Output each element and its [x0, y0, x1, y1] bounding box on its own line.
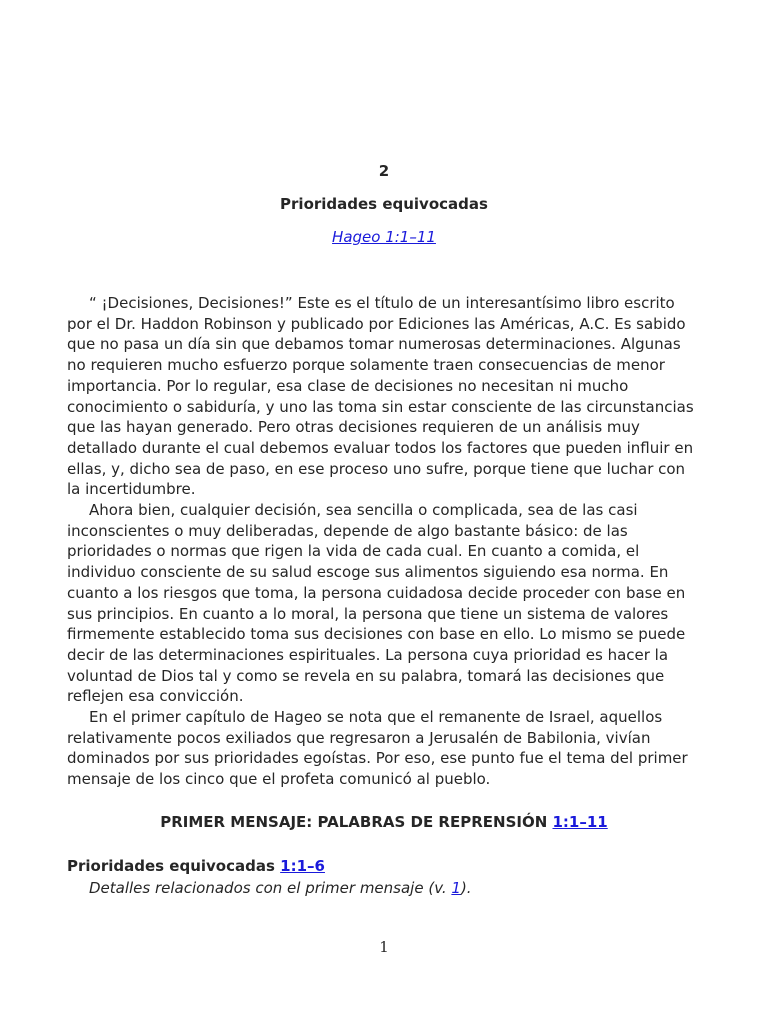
subsection-note-text: Detalles relacionados con el primer mensaje (v.: [89, 879, 452, 897]
subsection-title-text: Prioridades equivocadas: [67, 857, 275, 875]
verse-link[interactable]: 1: [451, 879, 461, 897]
scripture-reference-row: [0, 228, 768, 246]
subsection-title-link[interactable]: 1:1–6: [280, 857, 325, 875]
section-heading-link[interactable]: 1:1–11: [552, 813, 608, 831]
paragraph-3: En el primer capítulo de Hageo se nota que el remanente de Israel, aquellos relativamente pocos exiliados que regresaron a Jerusalén de Babilonia, vivían dominados por sus prioridades egoístas. Por eso, ese punto fue el tema del primer mensaje de los cinco que el profeta comunicó al pueblo.: [67, 708, 688, 789]
paragraph-1: “ ¡Decisiones, Decisiones!” Este es el título de un interesantísimo libro escrito por el Dr. Haddon Robinson y publicado por Ediciones las Américas, A.C. Es sabido que no pasa un día sin que debamos tomar numerosas determinaciones. Algunas no requieren mucho esfuerzo porque solamente traen consecuencias de menor importancia. Por lo regular, esa clase de decisiones no necesitan ni mucho conocimiento o sabiduría, y uno las toma sin estar consciente de las circunstancias que las hayan generado. Pero otras decisiones requieren de un análisis muy detallado durante el cual debemos evaluar todos los factores que pueden influir en ellas, y, dicho sea de paso, en ese proceso uno sufre, porque tiene que luchar con la incertidumbre.: [67, 294, 694, 499]
chapter-title: Prioridades equivocadas: [280, 195, 488, 213]
body-text: [67, 293, 699, 790]
page-number: 1: [379, 938, 389, 956]
subsection-title: [67, 857, 325, 875]
scripture-reference-link[interactable]: Hageo 1:1–11: [332, 228, 436, 246]
chapter-number: 2: [378, 162, 390, 180]
subsection-note-end: ).: [460, 879, 472, 897]
section-heading: [0, 813, 768, 831]
paragraph-2: Ahora bien, cualquier decisión, sea sencilla o complicada, sea de las casi inconscientes o muy deliberadas, depende de algo bastante básico: de las prioridades o normas que rigen la vida de cada cual. En cuanto a comida, el individuo consciente de su salud escoge sus alimentos siguiendo esa norma. En cuanto a los riesgos que toma, la persona cuidadosa decide proceder con base en sus principios. En cuanto a lo moral, la persona que tiene un sistema de valores firmemente establecido toma sus decisiones con base en ello. Lo mismo se puede decir de las determinaciones espirituales. La persona cuya prioridad es hacer la voluntad de Dios tal y como se revela en su palabra, tomará las decisiones que reflejen esa convicción.: [67, 501, 686, 706]
section-heading-text: PRIMER MENSAJE: PALABRAS DE REPRENSIÓN: [160, 813, 548, 831]
subsection-note: [89, 879, 472, 897]
